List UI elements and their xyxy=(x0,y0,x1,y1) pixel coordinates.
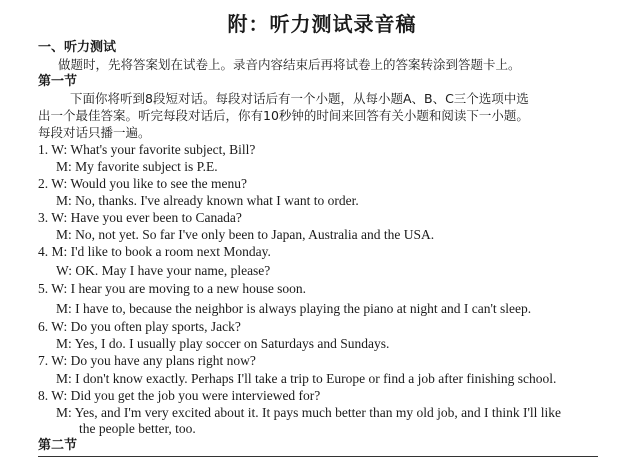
part1-instruction-line: 出一个最佳答案。听完每段对话后，你有10秒钟的时间来回答有关小题和阅读下一小题。 xyxy=(38,108,529,123)
dialogue-answer: M: No, not yet. So far I've only been to Japan, Australia and the USA. xyxy=(56,227,435,242)
dialogue-answer: M: Yes, and I'm very excited about it. It pays much better than my old job, and I think I'll like xyxy=(56,405,562,420)
dialogue-answer: M: My favorite subject is P.E. xyxy=(56,159,218,174)
dialogue-answer: M: I don't know exactly. Perhaps I'll take a trip to Europe or find a job after finishing school. xyxy=(56,371,557,386)
dialogue-question: 2. W: Would you like to see the menu? xyxy=(38,176,247,191)
section-heading: 一、听力测试 xyxy=(38,40,117,55)
dialogue-answer: M: Yes, I do. I usually play soccer on Saturdays and Sundays. xyxy=(56,336,390,351)
dialogue-question: 1. W: What's your favorite subject, Bill? xyxy=(38,142,256,157)
divider xyxy=(38,456,598,457)
dialogue-question: 5. W: I hear you are moving to a new house soon. xyxy=(38,281,307,296)
part2-heading: 第二节 xyxy=(38,438,78,453)
dialogue-answer: W: OK. May I have your name, please? xyxy=(56,263,271,278)
section-instruction: 做题时，先将答案划在试卷上。录音内容结束后再将试卷上的答案转涂到答题卡上。 xyxy=(58,57,521,72)
dialogue-answer: M: No, thanks. I've already known what I want to order. xyxy=(56,193,359,208)
page-title: 附：听力测试录音稿 xyxy=(227,12,417,36)
part1-instruction-line: 每段对话只播一遍。 xyxy=(38,125,151,140)
part1-instruction-line: 下面你将听到8段短对话。每段对话后有一个小题，从每小题A、B、C三个选项中选 xyxy=(70,91,529,106)
dialogue-answer-continued: the people better, too. xyxy=(79,421,196,436)
dialogue-question: 8. W: Did you get the job you were interviewed for? xyxy=(38,388,321,403)
dialogue-answer: M: I have to, because the neighbor is always playing the piano at night and I can't sleep. xyxy=(56,301,532,316)
dialogue-question: 6. W: Do you often play sports, Jack? xyxy=(38,319,241,334)
part1-heading: 第一节 xyxy=(38,74,78,89)
dialogue-question: 3. W: Have you ever been to Canada? xyxy=(38,210,242,225)
dialogue-question: 7. W: Do you have any plans right now? xyxy=(38,353,256,368)
dialogue-question: 4. M: I'd like to book a room next Monday. xyxy=(38,244,271,259)
